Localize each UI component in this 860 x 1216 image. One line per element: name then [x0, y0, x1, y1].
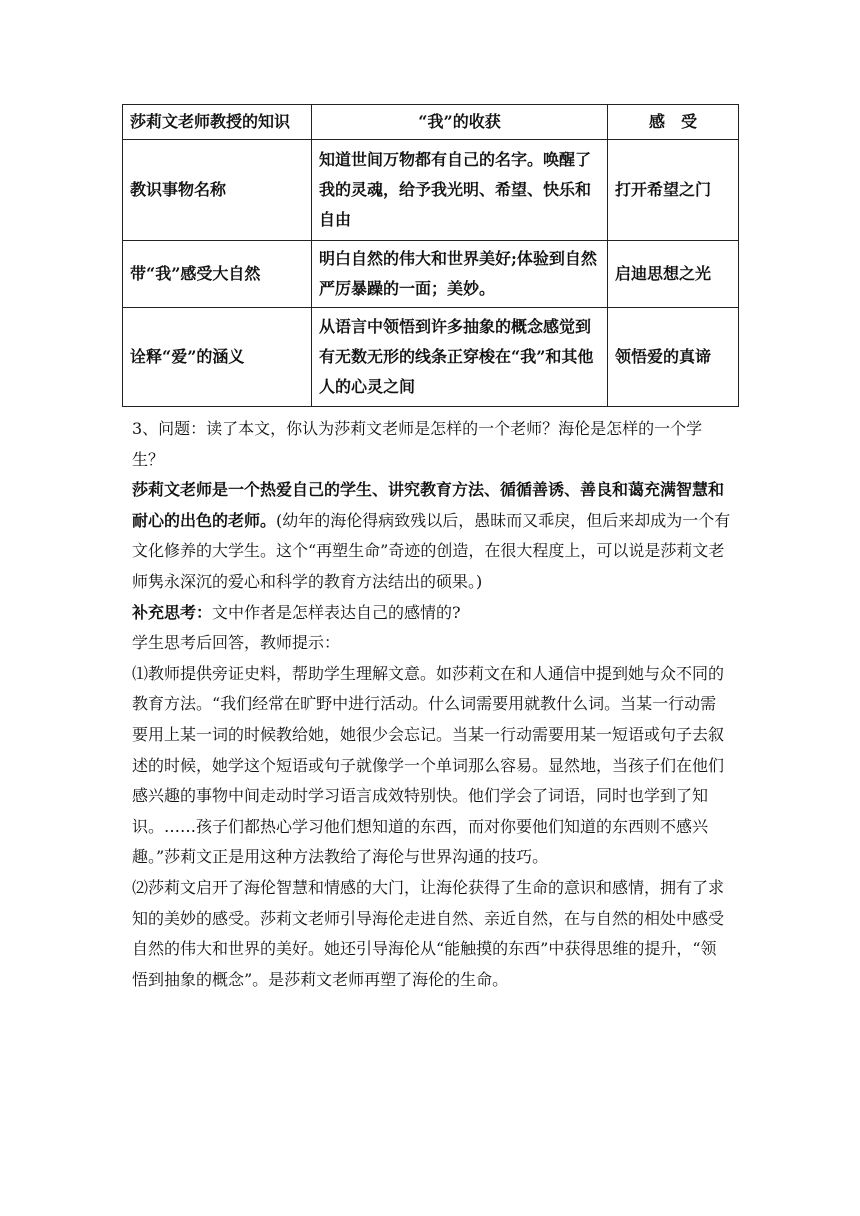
- table-row: [123, 140, 739, 241]
- table-header-knowledge: 莎莉文老师教授的知识: [123, 105, 312, 140]
- table-header-feeling: 感 受: [608, 105, 739, 140]
- question-paragraph: 3、问题：读了本文，你认为莎莉文老师是怎样的一个老师？海伦是怎样的一个学生？: [132, 419, 703, 469]
- table-cell-feeling: 启迪思想之光: [608, 241, 739, 308]
- supplement-label: 补充思考：: [132, 602, 213, 622]
- table-cell-knowledge: 带“我”感受大自然: [123, 241, 312, 308]
- table-cell-feeling: 领悟爱的真谛: [608, 308, 739, 407]
- table-cell-knowledge: 诠释“爱”的涵义: [123, 308, 312, 407]
- table-header-row: [123, 105, 739, 140]
- answer-explanation-text: (幼年的海伦得病致残以后，愚昧而又乖戾，但后来却成为一个有文化修养的大学生。这个“再塑生命”奇迹的创造，在很大程度上，可以说是莎莉文老师隽永深沉的爱心和科学的教育方法结出的硕果。): [132, 510, 731, 591]
- answer-paragraph: [132, 475, 732, 597]
- table-cell-gain: 知道世间万物都有自己的名字。唤醒了我的灵魂，给予我光明、希望、快乐和自由: [312, 140, 608, 241]
- table-cell-feeling: 打开希望之门: [608, 140, 739, 241]
- table-row: [123, 241, 739, 308]
- body-text: [132, 414, 732, 995]
- answer-bold-text: 莎莉文老师是一个热爱自己的学生、讲究教育方法、循循善诱、善良和蔼充满智慧和耐心的出色的老师。: [132, 480, 725, 530]
- summary-table: [122, 104, 739, 407]
- student-prompt-paragraph: 学生思考后回答，教师提示：: [132, 633, 341, 653]
- table-cell-knowledge: 教识事物名称: [123, 140, 312, 241]
- table-row: [123, 308, 739, 407]
- table-header-gain: “我”的收获: [312, 105, 608, 140]
- supplement-question: 文中作者是怎样表达自己的感情的?: [212, 602, 461, 622]
- point-2-paragraph: ⑵莎莉文启开了海伦智慧和情感的大门，让海伦获得了生命的意识和感情，拥有了求知的美妙的感受。莎莉文老师引导海伦走进自然、亲近自然，在与自然的相处中感受自然的伟大和世界的美好。她还引导海伦从“能触摸的东西”中获得思维的提升，“领悟到抽象的概念”。是莎莉文老师再塑了海伦的生命。: [132, 877, 725, 989]
- supplement-paragraph: [132, 598, 732, 629]
- table-cell-gain: 明白自然的伟大和世界美好;体验到自然严厉暴躁的一面；美妙。: [312, 241, 608, 308]
- table-cell-gain: 从语言中领悟到许多抽象的概念感觉到有无数无形的线条正穿梭在“我”和其他人的心灵之间: [312, 308, 608, 407]
- point-1-paragraph: ⑴教师提供旁证史料，帮助学生理解文意。如莎莉文在和人通信中提到她与众不同的教育方法。“我们经常在旷野中进行活动。什么词需要用就教什么词。当某一行动需要用上某一词的时候教给她，她很少会忘记。当某一行动需要用某一短语或句子去叙述的时候，她学这个短语或句子就像学一个单词那么容易。显然地，当孩子们在他们感兴趣的事物中间走动时学习语言成效特别快。他们学会了词语，同时也学到了知识。……孩子们都热心学习他们想知道的东西，而对你要他们知道的东西则不感兴趣。”莎莉文正是用这种方法教给了海伦与世界沟通的技巧。: [132, 663, 725, 867]
